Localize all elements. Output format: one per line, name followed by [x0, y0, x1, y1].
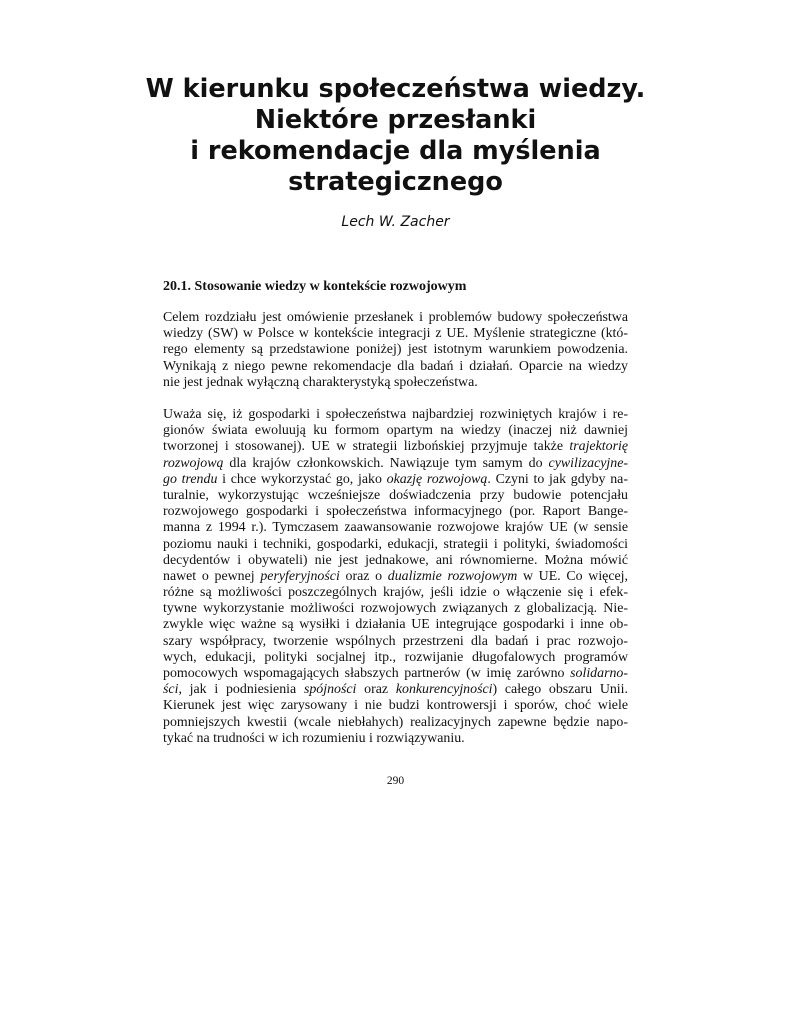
page-number: 290 — [386, 775, 405, 787]
emphasized-text: ści — [163, 682, 179, 698]
text-run: decydentów i obywateli) nie jest jednakowe, ani równomierne. Można mówić — [163, 552, 628, 568]
paragraph-line — [163, 359, 628, 375]
paragraph-line — [163, 617, 628, 633]
emphasized-text: cywilizacyjne- — [548, 455, 628, 471]
emphasized-text: dualizmie rozwojowym — [387, 568, 518, 584]
paragraph-line — [163, 569, 628, 585]
text-run: . Czyni to jak gdyby na- — [487, 471, 628, 487]
chapter-title — [120, 74, 671, 198]
emphasized-text: konkurencyjności — [395, 682, 493, 698]
text-run: oraz o — [339, 568, 388, 584]
text-run: gionów świata ewoluują ku formom opartym na wiedzy (inaczej niż dawniej — [163, 423, 628, 439]
emphasized-text: peryferyjności — [260, 568, 340, 584]
author-name: Lech W. Zacher — [341, 214, 450, 230]
text-run: pomniejszych kwestii (wcale niebłahych) realizacyjnych zapewne będzie napo- — [163, 714, 628, 730]
text-run: tywne wykorzystanie możliwości rozwojowych związanych z globalizacją. Nie- — [163, 601, 628, 617]
text-run: Celem rozdziału jest omówienie przesłanek i problemów budowy społeczeństwa — [163, 310, 628, 325]
paragraph-line — [163, 375, 628, 391]
paragraph-line — [163, 698, 628, 714]
text-run: rego elementy są przedstawione poniżej) jest istotnym warunkiem powodzenia. — [163, 342, 628, 358]
text-run: wych, edukacji, polityki socjalnej itp., rozwijanie długofalowych programów — [163, 649, 628, 665]
text-run: szary współpracy, tworzenie wspólnych przestrzeni dla badań i prac rozwojo- — [163, 633, 628, 649]
chapter-title-line: Niektóre przesłanki — [254, 105, 537, 135]
paragraph-line — [163, 585, 628, 601]
paragraph-line — [163, 666, 628, 682]
paragraph-line — [163, 553, 628, 569]
paragraph-line — [163, 456, 628, 472]
text-run: oraz — [356, 682, 396, 698]
text-run: ) całego obszaru Unii. — [492, 682, 628, 698]
paragraph-line — [163, 310, 628, 326]
text-run: tworzonej i stosowanej). UE w strategii lizbońskiej przyjmuje także — [163, 439, 570, 455]
emphasized-text: spójności — [303, 682, 357, 698]
body-paragraph — [163, 310, 628, 391]
paragraph-line — [163, 650, 628, 666]
text-run: wiedzy (SW) w Polsce w kontekście integracji z UE. Myślenie strategiczne (któ- — [163, 326, 628, 342]
paragraph-line — [163, 601, 628, 617]
paragraph-line — [163, 488, 628, 504]
chapter-title-line: i rekomendacje dla myślenia — [190, 136, 601, 166]
paragraph-line — [163, 342, 628, 358]
paragraph-line — [163, 682, 628, 698]
body-paragraph — [163, 407, 628, 747]
text-run: nie jest jednak wyłączną charakterystyką społeczeństwa. — [163, 374, 478, 390]
paragraph-line — [163, 423, 628, 439]
emphasized-text: solidarno- — [570, 666, 628, 681]
text-run: nawet o pewnej — [163, 568, 261, 584]
text-run: zwykle więc ważne są wysiłki i działania UE integrujące gospodarki i inne ob- — [163, 617, 628, 633]
text-run: różne są możliwości poszczególnych krajów, jeśli idzie o włączenie się i efek- — [163, 585, 628, 601]
paragraph-line — [163, 715, 628, 731]
text-run: poziomu nauki i techniki, gospodarki, edukacji, strategii i polityki, świadomości — [163, 536, 628, 552]
text-run: Uważa się, iż gospodarki i społeczeństwa najbardziej rozwiniętych krajów i re- — [163, 407, 628, 422]
text-run: turalnie, wykorzystując wcześniejsze doświadczenia przy budowie potencjału — [163, 487, 628, 503]
text-run: tykać na trudności w ich rozumieniu i rozwiązywaniu. — [163, 730, 465, 746]
emphasized-text: go trendu — [163, 471, 218, 487]
paragraph-line — [163, 537, 628, 553]
text-run: Wynikają z niego pewne rekomendacje dla badań i działań. Oparcie na wiedzy — [163, 358, 628, 374]
text-run: rozwojowego gospodarki i społeczeństwa informacyjnego (por. Raport Bange- — [163, 504, 628, 520]
text-run: Kierunek jest więc zarysowany i nie budzi kontrowersji i sporów, choć wiele — [163, 698, 628, 714]
text-run: manna z 1994 r.). Tymczasem zaawansowanie rozwojowe krajów UE (w sensie — [163, 520, 628, 536]
paragraph-line — [163, 439, 628, 455]
text-run: , jak i podniesienia — [178, 682, 304, 698]
paragraph-line — [163, 520, 628, 536]
paragraph-line — [163, 634, 628, 650]
text-run: i chce wykorzystać go, jako — [217, 471, 387, 487]
text-run: w UE. Co więcej, — [517, 568, 629, 584]
paragraph-line — [163, 504, 628, 520]
emphasized-text: trajektorię — [569, 439, 628, 455]
emphasized-text: rozwojową — [163, 455, 224, 471]
paragraph-line — [163, 326, 628, 342]
section-heading: 20.1. Stosowanie wiedzy w kontekście rozwojowym — [163, 279, 467, 294]
paragraph-line — [163, 407, 628, 423]
chapter-title-line: W kierunku społeczeństwa wiedzy. — [145, 74, 646, 104]
paragraph-line — [163, 472, 628, 488]
chapter-title-line: strategicznego — [288, 167, 503, 197]
text-run: pomocowych wspomagających słabszych partnerów (w imię zarówno — [163, 666, 571, 681]
paragraph-line — [163, 731, 628, 747]
text-run: dla krajów członkowskich. Nawiązuje tym samym do — [223, 455, 549, 471]
emphasized-text: okazję rozwojową — [386, 471, 488, 487]
